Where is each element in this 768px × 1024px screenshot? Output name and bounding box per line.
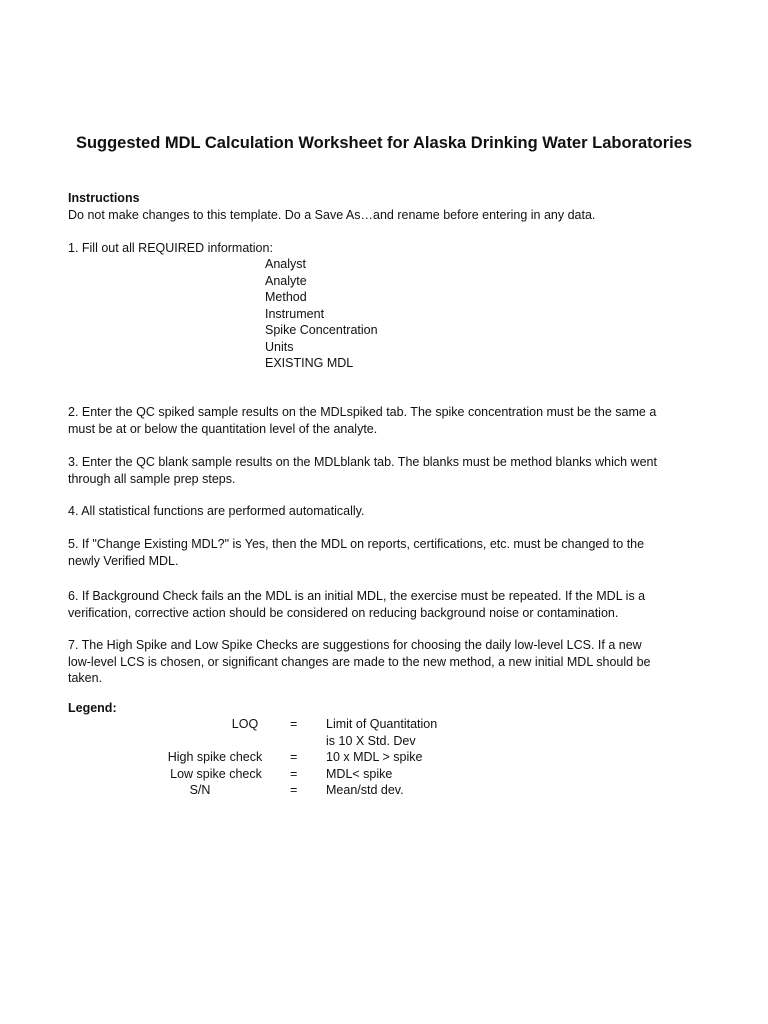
required-field-spike-concentration: Spike Concentration (265, 323, 378, 337)
required-field-existing-mdl: EXISTING MDL (265, 356, 354, 370)
legend-definition: Mean/std dev. (326, 783, 404, 797)
legend-equals: = (290, 767, 298, 781)
legend-row (0, 716, 768, 733)
step-2: 2. Enter the QC spiked sample results on the MDLspiked tab. The spike concentration must be the same a must be at or below the quantitation level of the analyte. (68, 405, 657, 436)
page-title: Suggested MDL Calculation Worksheet for Alaska Drinking Water Laboratories (75, 134, 693, 152)
legend-row (0, 733, 768, 750)
legend-row (0, 766, 768, 783)
step-5: 5. If "Change Existing MDL?" is Yes, then the MDL on reports, certifications, etc. must be changed to the newly Verified MDL. (68, 537, 645, 568)
instructions-text: Do not make changes to this template. Do a Save As…and rename before entering in any data. (68, 208, 596, 222)
legend-term: LOQ (231, 717, 259, 731)
required-fields-list (265, 256, 378, 372)
legend-equals: = (290, 750, 298, 764)
required-field-method: Method (265, 290, 307, 304)
legend-row (0, 749, 768, 766)
required-field-units: Units (265, 339, 294, 354)
step-4: 4. All statistical functions are performed automatically. (68, 504, 365, 518)
legend-definition: 10 x MDL > spike (326, 750, 423, 764)
required-field-instrument: Instrument (265, 306, 325, 321)
step-6: 6. If Background Check fails an the MDL is an initial MDL, the exercise must be repeated. If the MDL is a verification, corrective action should be considered on reducing background noise or contamination. (68, 589, 646, 620)
legend-term: S/N (189, 783, 211, 797)
legend-heading: Legend: (68, 701, 117, 715)
legend-equals: = (290, 783, 298, 797)
legend-definition: is 10 X Std. Dev (326, 734, 416, 748)
step-1-intro: 1. Fill out all REQUIRED information: (68, 241, 273, 255)
instructions-heading: Instructions (68, 191, 140, 205)
required-field-analyst: Analyst (265, 257, 306, 271)
legend-definition: Limit of Quantitation (326, 717, 438, 731)
legend-row (0, 782, 768, 799)
step-7: 7. The High Spike and Low Spike Checks are suggestions for choosing the daily low-level LCS. If a new low-level LCS is chosen, or significant changes are made to the new method, a new initial MDL should be taken. (68, 638, 651, 685)
legend-term: High spike check (167, 750, 263, 764)
required-field-analyte: Analyte (265, 273, 307, 288)
legend-definition: MDL< spike (326, 767, 393, 781)
legend-term: Low spike check (170, 767, 262, 781)
step-3: 3. Enter the QC blank sample results on the MDLblank tab. The blanks must be method blanks which went through all sample prep steps. (68, 455, 657, 486)
legend-equals: = (290, 717, 298, 731)
